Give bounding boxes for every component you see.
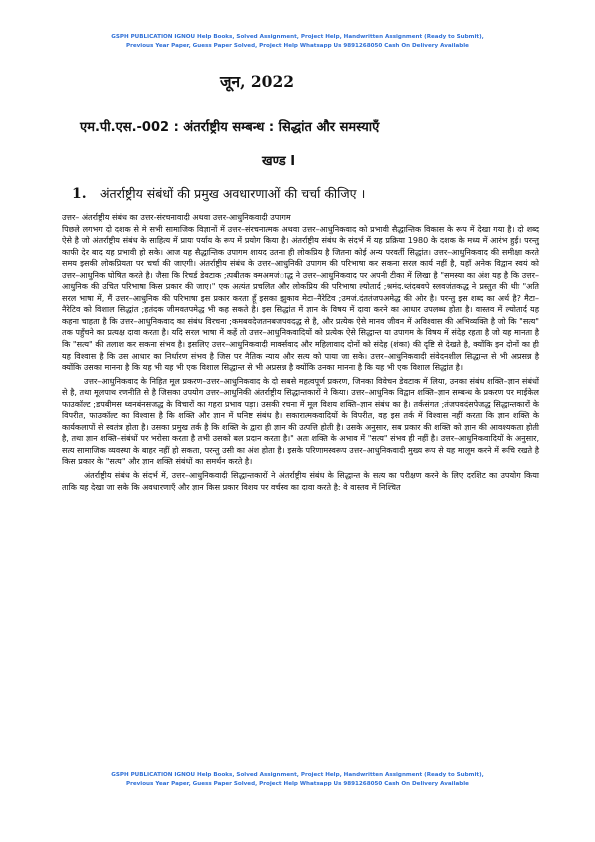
question-number: 1.	[72, 186, 87, 202]
footer-promo-line-2: Previous Year Paper, Guess Paper Solved, Project Help Whatsapp Us 9891268050 Cash On Delivery Available	[126, 781, 469, 787]
answer-body	[62, 212, 539, 493]
footer-promo-band	[0, 771, 595, 789]
answer-paragraph-1: पिछले लगभग दो दशक से मे सभी सामाजिक विज्ञानों में उत्तर–संरचनात्मक अथवा उत्तर–आधुनिकवाद को प्रभावी सैद्धान्तिक विकास के रूप में देखा गया है। दो शब्द ऐसे है जो अंतर्राष्ट्रीय संबंध के साहित्य में प्रायः पर्याय के रूप में प्रयोग किया है। अंतर्राष्ट्रीय संबंध के संदर्भ में यह प्रक्रिया 1980 के दशक के मध्य में आरंभ हुई। परन्तु काफी देर बाद यह प्रभावी हो सके। आज यह सैद्धान्तिक उपागम शायद उतना ही लोकप्रिय है जितना कोई अन्य परवर्ती सिद्धांत। उत्तर–आधुनिकवाद की समीक्षा करते समय इसकी लोकप्रियता पर चर्चा की जाएगी। अंतर्राष्ट्रीय संबंध के उत्तर–आधुनिकी उपागम की परिभाषा कर सकना सरल कार्य नहीं है, यहाँ अनेक विद्वान स्वयं को उत्तर–आधुनिक घोषित करते है। जैसा कि रिचर्ड डेवटाक ;त्पबीतक क्मअमजंाद्ध ने उत्तर–आधुनिकवाद पर अपनी टीका में लिखा है "समस्या का अंश यह है कि उत्तर–आधुनिक की उचित परिभाषा किस प्रकार की जाए।" एक अत्यंत प्रचलित और लोकप्रिय की परिभाषा ल्योतार्द ;श्रमंद.थ्तंदबवपे स्लवजंतकद्ध ने प्रस्तुत की थीः "अति सरल भाषा में, मैं उत्तर–आधुनिक की परिभाषा इस प्रकार करता हूँ इसका झुकाव मेटा–नैरेटिव ;उमजं.दंततंजपअमेद्ध की ओर है। परन्तु इस शब्द का अर्थ है? मैटा–नैरेटिव को विशाल सिद्धांत ;हतंदक जीमवतपमेद्ध भी कह सकते है। इस सिद्धांत में ज्ञान के विषय में दावा करने का आधार उपलब्ध होता है। वास्तव में ल्योतार्द यह कहना चाहता है कि उत्तर–आधुनिकवाद का संबंध विरचना ;कमबवदेजतनबजपवदद्ध से है, और प्रत्येक ऐसे मानव जीवन में अविश्वास की अभिव्यक्ति है जो कि "सत्य" तक पहुँचने का प्रत्यक्ष दावा करता है। यदि सरल भाषा में कहें तो उत्तर–आधुनिकवादियों को प्रत्येक ऐसे सिद्धान्त या उपागम के विषय में संदेह रहता है जो यह मानता है कि "सत्य" की तलाश कर सकना संभव है। इसलिए उत्तर–आधुनिकवादी मार्क्सवाद और महिलावाद दोनों को संदेह (शंका) की दृष्टि से देखते है, क्योंकि इन दोनों का ही यह विश्वास है कि उस आधार का निर्धारण संभव है जिस पर नैतिक न्याय और सत्य को पाया जा सके। उत्तर–आधुनिकवादी संवेदनशील सिद्धान्त से भी अप्रसन्न है क्योंकि उसका मानना है कि यह भी यह भी एक विशाल सिद्धान्त से भी अप्रसन्न है क्योंकि उनका मानना है कि यह भी एक विशाल सिद्धांत है।	[62, 224, 539, 373]
section-label: खण्ड I	[262, 154, 296, 169]
answer-heading: उत्तर– अंतर्राष्ट्रीय संबंध का उत्तर-संरचनावादी अथवा उत्तर-आधुनिकवादी उपागम	[62, 213, 291, 222]
header-promo-band	[0, 33, 595, 51]
answer-paragraph-3: अंतर्राष्ट्रीय संबंध के संदर्भ में, उत्तर–आधुनिकवादी सिद्धान्तकारों ने अंतर्राष्ट्रीय संबंध के सिद्धान्त के सत्य का परीक्षण करने के लिए दरशिट का उपयोग किया ताकि यह देखा जा सके कि अवधारणाएँ और ज्ञान किस प्रकार विशय पर वर्चस्व का दावा करते है: वे वास्तव में निश्चित	[62, 471, 539, 492]
exam-date: जून, 2022	[220, 72, 295, 91]
question-text: अंतर्राष्ट्रीय संबंधों की प्रमुख अवधारणाओं की चर्चा कीजिए ।	[100, 186, 366, 201]
paper-title: एम.पी.एस.-002 : अंतर्राष्ट्रीय सम्बन्ध : सिद्धांत और समस्याएँ	[80, 120, 380, 135]
footer-promo-line-1: GSPH PUBLICATION IGNOU Help Books, Solved Assignment, Project Help, Handwritten Assignment (Ready to Submit),	[111, 772, 484, 778]
answer-paragraph-2: उत्तर–आधुनिकवाद के निहित मूल प्रकरण–उत्तर–आधुनिकवाद के दो सबसे महत्वपूर्ण प्रकरण, जिनका विवेचन डेवटाक में लिया, उनका संबंध शक्ति–ज्ञान संबंधों से है, तथा मूलपाथ रणनीति से है जिसका उपयोग उत्तर–आधुनिकी अंतर्राष्ट्रीय सिद्धान्तकारों ने किया। उत्तर–आधुनिक विद्वान शक्ति–ज्ञान सम्बन्ध के प्रकरण पर माईकेल फाउकॉल्ट ;डपबीमस थ्वनबंनसजद्ध के विचारों का गहरा प्रभाव पड़ा। उसकी रचना में मूल विशय शक्ति–ज्ञान संबंध का है। तर्कसंगत ;तंजपवदंसपेजद्ध सिद्धान्तकारों के विपरीत, फाउकॉल्ट का विश्वास है कि शक्ति और ज्ञान में घनिष्ट संबंध है। सकारात्मकवादियों के विपरीत, वह इस तर्क में विश्वास नहीं करता कि ज्ञान शक्ति के कार्यकलापों से स्वतंत्र होता है। उसका प्रमुख तर्क है कि शक्ति के द्वारा ही ज्ञान की उत्पत्ति होती है। उसके अनुसार, सब प्रकार की शक्ति को ज्ञान की आवश्यकता होती है, तथा ज्ञान शक्ति–संबंधों पर भरोसा करता है तभी उसको बल प्रदान करता है।" अतः शक्ति के अभाव में "सत्य" संभव ही नहीं है। उत्तर–आधुनिकवादियों के अनुसार, सत्य सामाजिक व्यवस्था के बाहर नहीं हो सकता, परन्तु उसी का अंश होता है। इसके परिणामस्वरूप उत्तर–आधुनिकवादी मुख्य रूप से यह मालूम करने में रूचि रखते है किस प्रकार के "सत्य" और ज्ञान शक्ति संबंधों का समर्थन करते है।	[62, 376, 540, 467]
header-promo-line-1: GSPH PUBLICATION IGNOU Help Books, Solved Assignment, Project Help, Handwritten Assignment (Ready to Submit),	[111, 34, 484, 40]
header-promo-line-2: Previous Year Paper, Guess Paper Solved, Project Help Whatsapp Us 9891268050 Cash On Delivery Available	[126, 43, 469, 49]
